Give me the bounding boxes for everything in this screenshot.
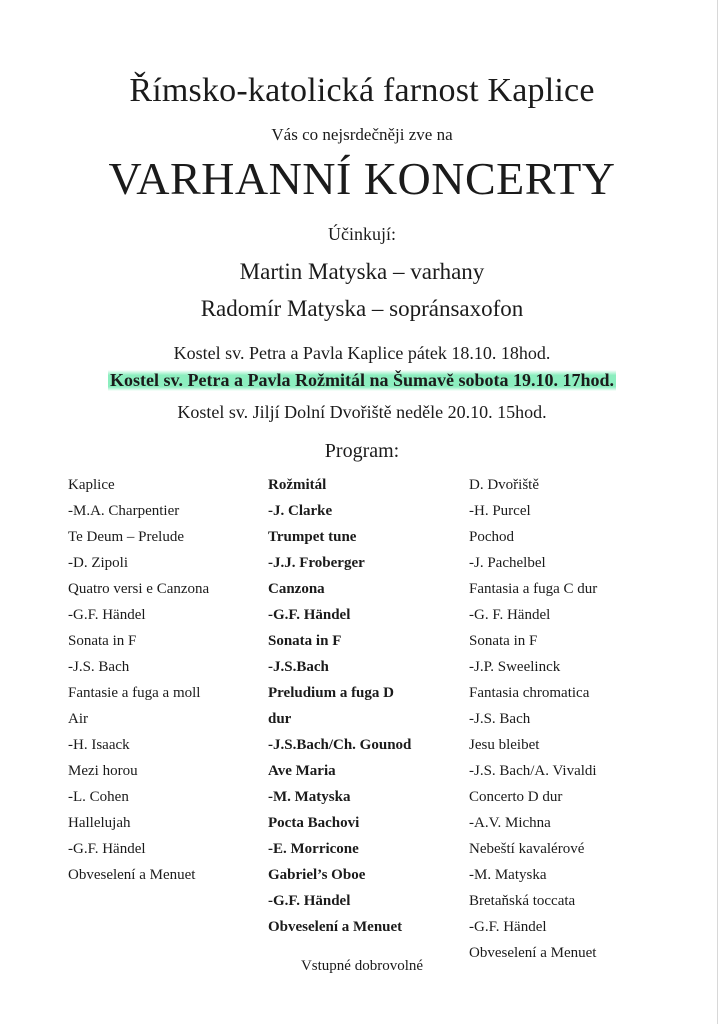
program-item: -D. Zipoli <box>68 555 128 571</box>
program-column-dvoriste <box>469 472 597 966</box>
program-item: Ave Maria <box>268 763 336 779</box>
program-item: Rožmitál <box>268 477 327 493</box>
program-item: -J. Clarke <box>268 503 333 519</box>
program-item: -G.F. Händel <box>268 893 351 909</box>
program-item: Kaplice <box>68 477 115 493</box>
program-item: -J. Pachelbel <box>469 555 546 571</box>
program-item: -J.P. Sweelinck <box>469 659 561 675</box>
program-item: Mezi horou <box>68 763 138 779</box>
program-item: Quatro versi e Canzona <box>68 581 210 597</box>
program-item: Air <box>68 711 88 727</box>
program-item: Gabriel’s Oboe <box>268 867 366 883</box>
program-item: -A.V. Michna <box>469 815 551 831</box>
program-item: -L. Cohen <box>68 789 129 805</box>
program-item: D. Dvořiště <box>469 477 539 493</box>
program-item: -G. F. Händel <box>469 607 551 623</box>
program-item: Concerto D dur <box>469 789 563 805</box>
program-item: Hallelujah <box>68 815 131 831</box>
concert-rozmital-line <box>0 370 724 391</box>
performers-label: Účinkují: <box>328 224 396 244</box>
concert-title: VARHANNÍ KONCERTY <box>108 153 616 204</box>
concert-dvoriste: Kostel sv. Jiljí Dolní Dvořiště neděle 20.10. 15hod. <box>177 402 547 422</box>
program-item: Jesu bleibet <box>469 737 540 753</box>
program-item: Canzona <box>268 581 325 597</box>
parish-name: Římsko-katolická farnost Kaplice <box>129 72 595 109</box>
concert-rozmital-highlighted: Kostel sv. Petra a Pavla Rožmitál na Šumavě sobota 19.10. 17hod. <box>110 370 614 390</box>
program-item: -J.S. Bach/A. Vivaldi <box>469 763 597 779</box>
program-item: dur <box>268 711 292 727</box>
program-item: -J.S.Bach <box>268 659 329 675</box>
program-item: Sonata in F <box>68 633 137 649</box>
program-item: Sonata in F <box>268 633 342 649</box>
program-item: Bretaňská toccata <box>469 893 576 909</box>
program-item: Nebeští kavalérové <box>469 841 585 857</box>
program-item: Pocta Bachovi <box>268 815 360 831</box>
program-column-kaplice <box>68 472 209 888</box>
program-item: -M.A. Charpentier <box>68 503 180 519</box>
program-item: -H. Isaack <box>68 737 130 753</box>
program-item: -J.S.Bach/Ch. Gounod <box>268 737 412 753</box>
performer-saxophone: Radomír Matyska – sopránsaxofon <box>200 296 524 321</box>
program-item: -G.F. Händel <box>469 919 547 935</box>
invitation-line: Vás co nejsrdečněji zve na <box>271 125 453 144</box>
program-item: -J.S. Bach <box>469 711 531 727</box>
program-item: Fantasia a fuga C dur <box>469 581 598 597</box>
program-item: -E. Morricone <box>268 841 359 857</box>
program-item: -G.F. Händel <box>268 607 351 623</box>
program-item: Preludium a fuga D <box>268 685 394 701</box>
performer-organ: Martin Matyska – varhany <box>239 259 485 284</box>
program-column-rozmital <box>268 472 411 940</box>
program-heading: Program: <box>324 440 400 462</box>
program-item: Sonata in F <box>469 633 538 649</box>
admission-note: Vstupné dobrovolné <box>300 958 424 974</box>
program-item: Obveselení a Menuet <box>469 945 597 961</box>
program-item: Fantasia chromatica <box>469 685 590 701</box>
program-item: -M. Matyska <box>469 867 547 883</box>
program-item: -H. Purcel <box>469 503 531 519</box>
program-item: Obveselení a Menuet <box>268 919 403 935</box>
program-item: Obveselení a Menuet <box>68 867 196 883</box>
program-item: Pochod <box>469 529 514 545</box>
program-item: -G.F. Händel <box>68 607 146 623</box>
program-item: -J.S. Bach <box>68 659 130 675</box>
concert-kaplice: Kostel sv. Petra a Pavla Kaplice pátek 18.10. 18hod. <box>173 343 551 363</box>
program-item: Te Deum – Prelude <box>68 529 185 545</box>
program-item: -G.F. Händel <box>68 841 146 857</box>
program-item: -J.J. Froberger <box>268 555 365 571</box>
program-item: -M. Matyska <box>268 789 351 805</box>
program-item: Fantasie a fuga a moll <box>68 685 201 701</box>
program-item: Trumpet tune <box>268 529 357 545</box>
